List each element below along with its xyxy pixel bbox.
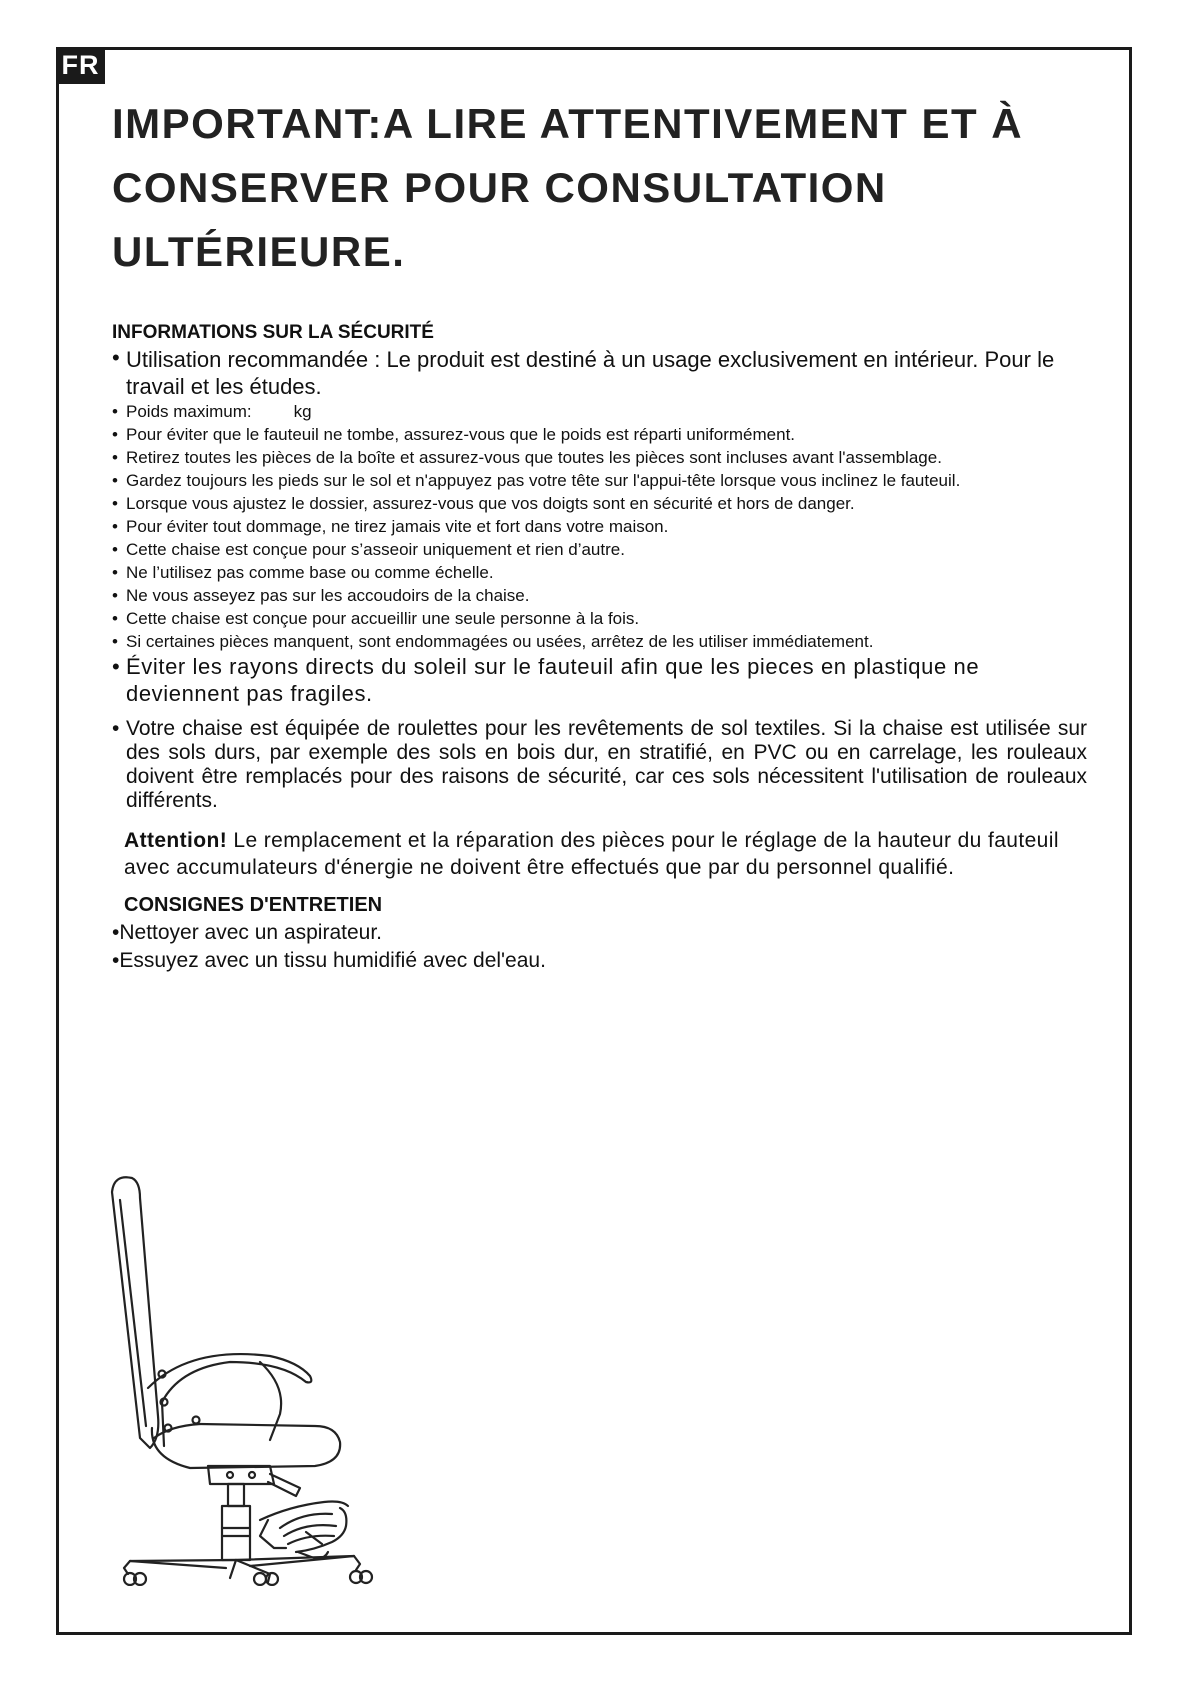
- bullet-icon: •: [112, 609, 118, 628]
- attention-label: Attention!: [124, 829, 228, 852]
- maintenance-heading: CONSIGNES D'ENTRETIEN: [124, 894, 383, 916]
- max-weight-unit: kg: [293, 402, 312, 421]
- bullet-icon: •: [112, 494, 118, 513]
- bullet-icon: •: [112, 517, 118, 536]
- bullet-icon: •: [112, 921, 120, 944]
- safety-item: • Lorsque vous ajustez le dossier, assurez-vous que vos doigts sont en sécurité et hors de danger.: [112, 494, 855, 513]
- bullet-icon: •: [112, 654, 121, 679]
- max-weight-label: Poids maximum:: [126, 402, 252, 421]
- office-chair-illustration: [110, 1176, 410, 1586]
- page-title: IMPORTANT:A LIRE ATTENTIVEMENT ET À CONSERVER POUR CONSULTATION ULTÉRIEURE.: [112, 100, 1024, 275]
- bullet-icon: •: [112, 563, 118, 582]
- bullet-icon: •: [112, 345, 120, 370]
- bullet-icon: •: [112, 425, 118, 444]
- bullet-icon: •: [112, 949, 120, 972]
- safety-heading: INFORMATIONS SUR LA SÉCURITÉ: [112, 322, 434, 343]
- maintenance-item: •Nettoyer avec un aspirateur.: [112, 921, 383, 944]
- maintenance-item: •Essuyez avec un tissu humidifié avec del'eau.: [112, 949, 546, 972]
- safety-item: • Cette chaise est conçue pour accueillir une seule personne à la fois.: [112, 609, 640, 628]
- safety-item: • Gardez toujours les pieds sur le sol et n'appuyez pas votre tête sur l'appui-tête lorsque vous inclinez le fauteuil.: [112, 471, 961, 490]
- safety-item: • Retirez toutes les pièces de la boîte et assurez-vous que toutes les pièces sont incluses avant l'assemblage.: [112, 448, 942, 467]
- bullet-icon: •: [112, 471, 118, 490]
- safety-item: • Votre chaise est équipée de roulettes pour les revêtements de sol textiles. Si la chaise est utilisée sur des sols durs, par exemple des sols en bois dur, en stratifié, en PVC ou en carrelage, les rouleaux doivent être remplacés pour des raisons de sécurité, car ces sols nécessitent l'utilisation de rouleaux différents.: [112, 717, 1087, 812]
- bullet-icon: •: [112, 717, 120, 740]
- safety-item: • Ne l’utilisez pas comme base ou comme échelle.: [112, 563, 494, 582]
- safety-item: • Utilisation recommandée : Le produit est destiné à un usage exclusivement en intérieur. Pour le travail et les études.: [112, 345, 1055, 399]
- bullet-icon: •: [112, 540, 118, 559]
- safety-item: • Éviter les rayons directs du soleil sur le fauteuil afin que les pieces en plastique ne deviennent pas fragiles.: [112, 654, 980, 706]
- language-tag: FR: [56, 47, 105, 84]
- safety-item: • Cette chaise est conçue pour s’asseoir uniquement et rien d’autre.: [112, 540, 625, 559]
- safety-item: • Si certaines pièces manquent, sont endommagées ou usées, arrêtez de les utiliser immédiatement.: [112, 632, 874, 651]
- safety-item: • Pour éviter tout dommage, ne tirez jamais vite et fort dans votre maison.: [112, 517, 669, 536]
- safety-item: • Ne vous asseyez pas sur les accoudoirs de la chaise.: [112, 586, 530, 605]
- document-body: [112, 320, 1087, 975]
- bullet-icon: •: [112, 448, 118, 467]
- attention-note: Attention! Le remplacement et la réparation des pièces pour le réglage de la hauteur du fauteuil avec accumulateurs d'énergie ne doivent être effectués que par du personnel qualifié.: [124, 829, 1059, 879]
- bullet-icon: •: [112, 586, 118, 605]
- safety-item: • Pour éviter que le fauteuil ne tombe, assurez-vous que le poids est réparti uniformément.: [112, 425, 796, 444]
- safety-item: [112, 400, 1087, 423]
- bullet-icon: •: [112, 402, 118, 421]
- bullet-icon: •: [112, 632, 118, 651]
